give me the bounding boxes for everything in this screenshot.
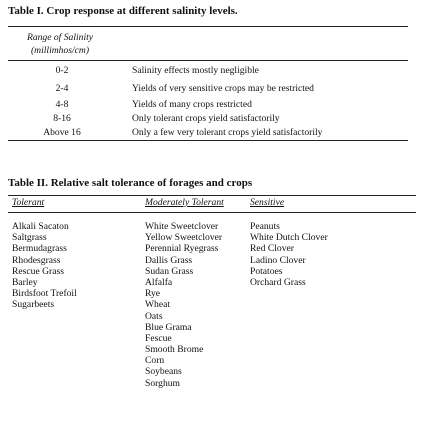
crop-response: Only tolerant crops yield satisfactorily bbox=[132, 113, 280, 124]
list-item: Alkali Sacaton bbox=[12, 221, 69, 232]
list-item: Smooth Brome bbox=[145, 344, 204, 356]
salinity-range: 8-16 bbox=[53, 113, 71, 124]
crop-response: Salinity effects mostly negligible bbox=[132, 65, 259, 76]
table1-header-rule bbox=[8, 60, 408, 61]
list-item: Potatoes bbox=[250, 265, 283, 277]
table1-top-rule bbox=[8, 26, 408, 27]
list-item: Sugarbeets bbox=[12, 299, 55, 311]
crop-response: Only a few very tolerant crops yield satisfactorily bbox=[132, 127, 323, 138]
moderately-tolerant-column bbox=[145, 221, 222, 389]
list-item: Fescue bbox=[145, 332, 172, 344]
crop-response: Yields of many crops restricted bbox=[132, 99, 252, 110]
crop-response: Yields of very sensitive crops may be restricted bbox=[132, 83, 314, 94]
list-item: Rye bbox=[145, 288, 161, 300]
table2-caption: Table II. Relative salt tolerance of forages and crops bbox=[8, 177, 253, 189]
list-item: Soybeans bbox=[145, 366, 182, 378]
sensitive-column bbox=[250, 221, 328, 288]
list-item: Orchard Grass bbox=[250, 276, 306, 288]
list-item: Rhodesgrass bbox=[12, 254, 61, 266]
list-item: Alfalfa bbox=[145, 276, 173, 288]
table-row bbox=[0, 113, 447, 124]
list-item: White Sweetclover bbox=[145, 221, 219, 232]
column-header-tolerant: Tolerant bbox=[12, 197, 45, 208]
table-row bbox=[0, 127, 447, 138]
list-item: Birdsfoot Trefoil bbox=[12, 288, 77, 300]
table1-header bbox=[10, 31, 110, 57]
table1-caption: Table I. Crop response at different salinity levels. bbox=[8, 5, 238, 17]
list-item: Sorghum bbox=[145, 377, 181, 389]
list-item: Dallis Grass bbox=[145, 254, 193, 266]
table-row bbox=[0, 65, 447, 76]
list-item: Yellow Sweetclover bbox=[145, 232, 223, 244]
list-item: Peanuts bbox=[250, 221, 280, 232]
list-item: Bermudagrass bbox=[12, 243, 67, 255]
list-item: Perennial Ryegrass bbox=[145, 243, 219, 255]
table1-header-line1: Range of Salinity bbox=[26, 32, 94, 43]
salinity-range: 0-2 bbox=[55, 65, 69, 76]
list-item: Oats bbox=[145, 310, 163, 322]
list-item: Wheat bbox=[145, 299, 171, 311]
table-row bbox=[0, 83, 447, 94]
table2-header-rule bbox=[8, 212, 416, 213]
table-row bbox=[0, 99, 447, 110]
column-header-moderately-tolerant: Moderately Tolerant bbox=[145, 197, 224, 208]
list-item: Sudan Grass bbox=[145, 265, 194, 277]
list-item: White Dutch Clover bbox=[250, 232, 328, 244]
list-item: Corn bbox=[145, 355, 165, 367]
list-item: Rescue Grass bbox=[12, 265, 64, 277]
list-item: Blue Grama bbox=[145, 321, 192, 333]
list-item: Saltgrass bbox=[12, 232, 47, 244]
table2-top-rule bbox=[8, 195, 416, 196]
column-header-sensitive: Sensitive bbox=[250, 197, 285, 208]
table1-bottom-rule bbox=[8, 140, 408, 141]
salinity-range: Above 16 bbox=[43, 127, 81, 138]
tolerant-column bbox=[12, 221, 77, 311]
salinity-range: 4-8 bbox=[55, 99, 69, 110]
list-item: Ladino Clover bbox=[250, 254, 306, 266]
list-item: Red Clover bbox=[250, 243, 294, 255]
table1-header-line2: (millimhos/cm) bbox=[30, 45, 90, 56]
list-item: Barley bbox=[12, 276, 38, 288]
salinity-range: 2-4 bbox=[55, 83, 69, 94]
